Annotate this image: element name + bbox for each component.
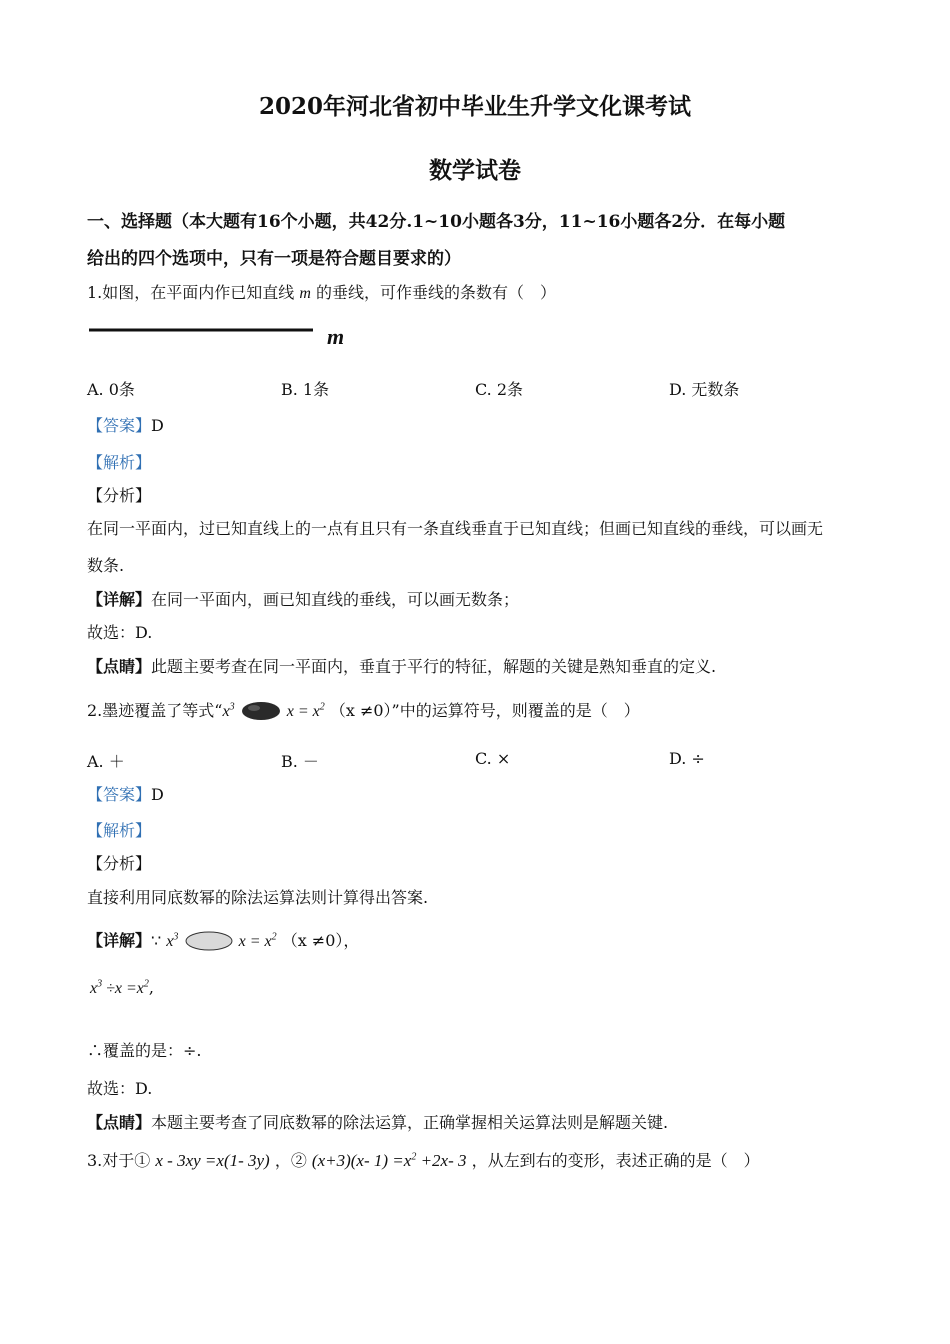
q1-stem-variable: m (299, 285, 311, 302)
q2-option-b: B. － (281, 752, 319, 771)
q2-stem-start: 2.墨迹覆盖了等式“ (87, 701, 223, 720)
q2-xiangjie-condition: （x ≠0）， (281, 931, 360, 950)
q2-option-d: D. ÷ (669, 749, 705, 768)
q2-answer-value: D (151, 785, 164, 804)
section-heading-line2: 给出的四个选项中，只有一项是符合题目要求的） (87, 249, 461, 269)
q1-dianjing-text: 此题主要考查在同一平面内，垂直于平行的特征，解题的关键是熟知垂直的定义. (151, 657, 717, 676)
q1-xiangjie (87, 587, 519, 610)
q2-stem-end: ”中的运算符号，则覆盖的是（ ） (391, 701, 640, 720)
q2-dianjing-text: 本题主要考查了同底数幂的除法运算，正确掌握相关运算法则是解题关键. (151, 1113, 669, 1132)
q1-stem-start: 1.如图，在平面内作已知直线 (87, 283, 295, 302)
because-symbol: ∵ (151, 931, 162, 950)
q1-dianjing (87, 654, 716, 677)
q1-fenxi-text-2: 数条. (87, 556, 125, 575)
q2-stem-x-cubed: $x^3$ (222, 701, 235, 720)
q1-guxuan: 故选：D. (87, 623, 153, 642)
q2-xiangjie-equation: $x = x^2$ (238, 931, 277, 950)
q3-separator: ，② (274, 1151, 307, 1170)
q2-dianjing (87, 1110, 668, 1133)
q1-figure-label: m (327, 324, 345, 349)
exam-subtitle: 数学试卷 (429, 157, 521, 184)
q1-dianjing-tag: 【点睛】 (87, 657, 152, 676)
q1-fenxi-text-1: 在同一平面内，过已知直线上的一点有且只有一条直线垂直于已知直线；但画已知直线的垂线，可以画无 (87, 519, 824, 538)
exam-title: 2020年河北省初中毕业生升学文化课考试 (258, 93, 691, 120)
q1-option-c: C. 2条 (475, 380, 524, 399)
q2-calculation: $x^3 \div x =x^2$, (90, 978, 154, 997)
q2-jiexi: 【解析】 (87, 821, 152, 840)
q3-stem-start: 3.对于① (87, 1151, 151, 1170)
q2-option-c: C. × (475, 749, 511, 768)
q1-xiangjie-text: 在同一平面内，画已知直线的垂线，可以画无数条； (151, 590, 520, 609)
section-heading-line1: 一、选择题（本大题有16个小题，共42分.1~10小题各3分，11~16小题各2分．在每小题 (87, 212, 786, 232)
q3-stem (87, 1148, 760, 1171)
q2-stem-condition: （x ≠0） (329, 701, 392, 720)
q2-calc-equation: $x^3 \div x =x^2$ (90, 978, 149, 997)
q2-stem-equation: $x = x^2$ (286, 701, 325, 720)
q2-therefore: ∴覆盖的是：÷. (87, 1041, 202, 1060)
q3-stem-end: ，从左到右的变形，表述正确的是（ ） (471, 1151, 760, 1170)
q1-option-d: D. 无数条 (669, 380, 740, 399)
q3-equation-2: (x+3)(x- $1) =x^2 +2x-$ 3 (311, 1151, 467, 1170)
q2-answer-tag: 【答案】 (87, 785, 152, 804)
q3-equation-1: x - 3xy =x(1- 3y) (155, 1151, 270, 1170)
q2-dianjing-tag: 【点睛】 (87, 1113, 152, 1132)
q2-stem (87, 698, 640, 725)
q2-fenxi-text: 直接利用同底数幂的除法运算法则计算得出答案. (87, 888, 429, 907)
q1-option-a: A. 0条 (87, 380, 135, 399)
gray-oval-icon (184, 930, 234, 954)
q1-jiexi: 【解析】 (87, 453, 152, 472)
q2-xiangjie (87, 928, 359, 954)
q2-fenxi: 【分析】 (87, 854, 152, 873)
q2-option-a: A. ＋ (87, 752, 125, 771)
q2-xiangjie-x-cubed: $x^3$ (166, 931, 179, 950)
q1-stem-end: 的垂线，可作垂线的条数有（ ） (316, 283, 557, 302)
q1-answer (87, 413, 164, 436)
q2-xiangjie-tag: 【详解】 (87, 931, 152, 950)
q1-xiangjie-tag: 【详解】 (87, 590, 152, 609)
q1-line-figure (87, 318, 367, 358)
q2-guxuan: 故选：D. (87, 1079, 153, 1098)
q1-stem (87, 280, 556, 303)
ink-blot-icon (240, 699, 282, 725)
q1-fenxi: 【分析】 (87, 486, 152, 505)
q1-option-b: B. 1条 (281, 380, 330, 399)
q1-answer-tag: 【答案】 (87, 416, 152, 435)
q1-answer-value: D (151, 416, 164, 435)
q2-answer (87, 782, 164, 805)
